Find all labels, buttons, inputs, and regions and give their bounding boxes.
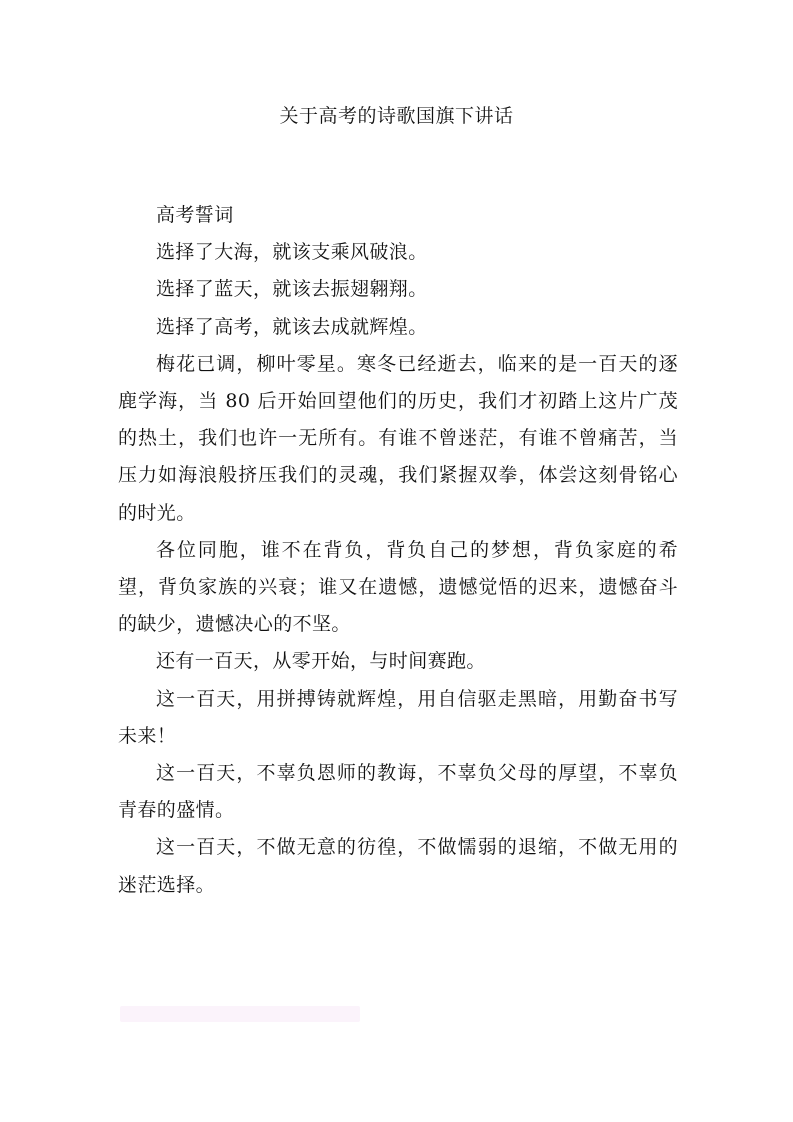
document-body xyxy=(118,197,678,904)
document-title: 关于高考的诗歌国旗下讲话 xyxy=(279,105,514,127)
faint-watermark xyxy=(120,1006,360,1022)
paragraph: 还有一百天，从零开始，与时间赛跑。 xyxy=(156,650,486,673)
paragraph: 梅花已调，柳叶零星。寒冬已经逝去，临来的是一百天的逐鹿学海，当 80 后开始回望他们的历史，我们才初踏上这片广茂的热土，我们也许一无所有。有谁不曾迷茫，有谁不曾痛苦，当压力如海浪般挤压我们的灵魂，我们紧握双拳，体尝这刻骨铭心的时光。 xyxy=(118,352,678,524)
paragraph: 各位同胞，谁不在背负，背负自己的梦想，背负家庭的希望，背负家族的兴衰；谁又在遗憾，遗憾觉悟的迟来，遗憾奋斗的缺少，遗憾决心的不坚。 xyxy=(118,538,678,636)
paragraph: 选择了大海，就该支乘风破浪。 xyxy=(156,241,428,264)
paragraph: 这一百天，不做无意的彷徨，不做懦弱的退缩，不做无用的迷茫选择。 xyxy=(118,836,678,896)
paragraph: 这一百天，不辜负恩师的教诲，不辜负父母的厚望，不辜负青春的盛情。 xyxy=(118,762,678,822)
paragraph: 这一百天，用拼搏铸就辉煌，用自信驱走黑暗，用勤奋书写未来！ xyxy=(118,687,678,747)
paragraph: 选择了蓝天，就该去振翅翱翔。 xyxy=(156,278,428,301)
paragraph: 选择了高考，就该去成就辉煌。 xyxy=(156,315,428,338)
paragraph: 高考誓词 xyxy=(156,204,234,226)
